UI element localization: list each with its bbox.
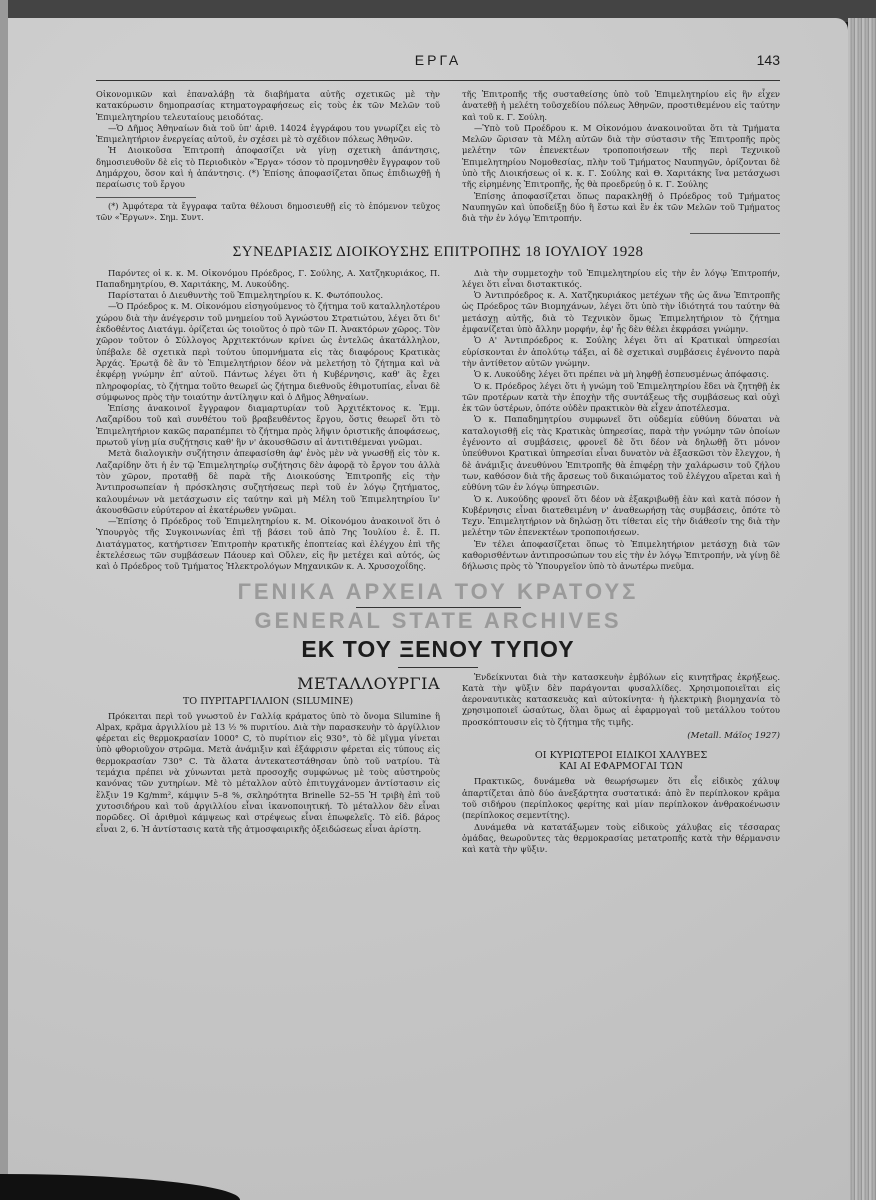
- footnote: [96, 201, 440, 223]
- page-header: [96, 52, 780, 74]
- article2-title-line2: ΚΑΙ ΑΙ ΕΦΑΡΜΟΓΑΙ ΤΩΝ: [559, 761, 683, 773]
- foreign-press-section: [96, 672, 780, 856]
- paragraph: —Ὁ Δῆμος Ἀθηναίων διὰ τοῦ ὑπ' ἀριθ. 14024 ἐγγράφου του γνωρίζει εἰς τὸ Ἐπιμελητήριον ἐνεργείας αὐτοῦ, ἐν σχέσει μὲ τὸ σχέδιον πόλεως Ἀθηνῶν.: [96, 122, 440, 145]
- paragraph: Πρακτικῶς, δυνάμεθα νὰ θεωρήσωμεν ὅτι εἷς εἰδικὸς χάλυψ ἀπαρτίζεται ἀπὸ δύο ἀνεξάρτητα συστατικά: ἀπὸ ἓν περίπλοκον κρᾶμα τοῦ σιδήρου (περίπλοκος φερίτης καὶ μίαν περίπλοκον ἀνθρακοένωσιν (περίπλοκος σεμεντίτης).: [462, 776, 780, 821]
- title-rule: [398, 667, 478, 668]
- paragraph: Ἐπίσης ἀνακοινοῖ ἔγγραφον διαμαρτυρίαν τοῦ Ἀρχιτέκτονος κ. Ἐμμ. Λαζαρίδου τοῦ καὶ συνθέτου τοῦ βραβευθέντος ἔργου, ὅστις θεωρεῖ ὅτι τὸ Ἐπιμελητήριον κακῶς παραπέμπει τὸ ζήτημα πρὸς λῆψιν ὁριστικῆς ἀποφάσεως, πρωτοῦ γίνῃ μία συζήτησις καθ' ἣν ν' ἀκουσθῶσιν αἱ ἀντιτιθέμεναι γνῶμαι.: [96, 403, 440, 448]
- header-rule: [96, 80, 780, 81]
- archive-watermark-greek: ΓΕΝΙΚΑ ΑΡΧΕΙΑ ΤΟΥ ΚΡΑΤΟΥΣ: [237, 578, 639, 604]
- paragraph: —Ὁ Πρόεδρος κ. Μ. Οἰκονόμου εἰσηγούμενος τὸ ζήτημα τοῦ καταλληλοτέρου χώρου διὰ τὴν ἀνέγερσιν τοῦ μνημείου τοῦ Ἀγνώστου Στρατιώτου, λέγει ὅτι δι' ἐκδοθέντος Διατάγμ. ὁρίζεται ὡς τοιοῦτος ὁ πρὸ τῶν Π. Ἀνακτόρων χῶρος. Τὸν χῶρον τοῦτον ὁ Σύλλογος Ἀρχιτεκτόνων κρίνει ὡς ἐντελῶς ἀκατάλληλον, ὑπέβαλε δὲ σχετικὰ περὶ τούτου ὑπομνήματα εἰς τὰς διαφόρους Κρατικὰς Ἀρχάς. Ἐρωτᾷ δὲ ἂν τὸ Ἐπιμελητήριον δέον νὰ μελετήσῃ τὸ ζήτημα καὶ νὰ ἐκφέρῃ γνώμην ἐπ' αὐτοῦ. Πάντως λέγει ὅτι ἡ Κυβέρνησις, καθ' ἃς ἔχει πληροφορίας, τὸ ζήτημα τοῦτο θεωρεῖ ὡς ζήτημα διεθνοῦς ἐθιμοτυπίας, εἶναι δὲ σύμφωνος πρὸς τὴν τοιαύτην ἀντίληψιν καὶ ὁ Δῆμος Ἀθηναίων.: [96, 301, 440, 402]
- paragraph: Ἐνδείκνυται διὰ τὴν κατασκευὴν ἐμβόλων εἰς κινητῆρας ἐκρήξεως. Κατὰ τὴν ψῦξιν δὲν παράγονται φυσαλλίδες. Χρησιμοποιεῖται εἰς ἀεροναυτικὰς κατασκευὰς καὶ αὐτοκίνητα· ἡ ἠλεκτρικὴ βιομηχανία τὸ χρησιμοποιεῖ ὡσαύτως, ὅλαι ὅμως αἱ ἐφαρμογαὶ τοῦ μετάλλου τούτου προσκόπτουσιν εἰς τὸ ζήτημα τῆς τιμῆς.: [462, 671, 780, 727]
- paragraph: —Ἐπίσης ὁ Πρόεδρος τοῦ Ἐπιμελητηρίου κ. Μ. Οἰκονόμου ἀνακοινοῖ ὅτι ὁ Ὑπουργὸς τῆς Συγκοινωνίας ἐπὶ τῇ βάσει τοῦ ἀπὸ 7ης Ἰουλίου ἐ. ἔ. Π. Διατάγματος, κατήρτισεν Ἐπιτροπὴν κρατικῆς ἐποπτείας καὶ ἐλέγχου ἐπὶ τῆς ἐκτελέσεως τῶν συμβάσεων Πάουερ καὶ Οὔλεν, εἰς ἣν μετέχει καὶ αὐτός, ὡς καὶ ὁ Πρόεδρος τοῦ Τμήματος Ἠλεκτρολόγων Μηχανικῶν κ. Α. Χρυσοχοΐδης.: [96, 516, 440, 572]
- page-content: [96, 52, 780, 855]
- footnote-text: (*) Ἀμφότερα τὰ ἔγγραφα ταῦτα θέλουσι δημοσιευθῇ εἰς τὸ ἑπόμενον τεῦχος τῶν «Ἔργων». Σημ. Συντ.: [96, 200, 440, 222]
- paragraph: Ἡ Διοικοῦσα Ἐπιτροπὴ ἀποφασίζει νὰ γίνῃ σχετικὴ ἀπάντησις, δημοσιευθοῦν δὲ εἰς τὸ Περιοδικὸν «Ἔργα» τόσον τὸ προμνησθὲν ἔγγραφον τοῦ Δημάρχου, ὅσον καὶ ἡ ἀπάντησις. (*) Ἐπίσης ἀποφασίζεται ὅπως ἐπιδιωχθῇ ἡ περαίωσις τοῦ ἔργου: [96, 145, 440, 190]
- archive-watermark-english: GENERAL STATE ARCHIVES: [254, 607, 622, 633]
- article1-right-column: [462, 672, 780, 743]
- paragraph: Ὁ Α' Ἀντιπρόεδρος κ. Σούλης λέγει ὅτι αἱ Κρατικαὶ ὑπηρεσίαι εὑρίσκονται ἐν ἀπολύτῳ τάξει, αἱ δὲ σχετικαὶ συμβάσεις ἐγένοντο παρὰ τὴν ἀντίθετον αὐτῶν γνώμην.: [462, 335, 780, 368]
- running-title: ΕΡΓΑ: [414, 52, 462, 68]
- footnote-rule: [96, 197, 196, 198]
- top-right-block: [462, 89, 780, 234]
- paragraph: Ὁ κ. Λυκούδης φρονεῖ ὅτι δέον νὰ ἐξακριβωθῇ ἐὰν καὶ κατὰ πόσον ἡ Κυβέρνησις εἶναι διατεθειμένη ν' ἀναθεωρήσῃ τὰς συμβάσεις, ὁπότε τὸ Τεχν. Ἐπιμελητήριον νὰ δηλώσῃ ὅτι τίθεται εἰς τὴν διάθεσίν της διὰ τὴν μελέτην τῶν ἐπενεκτέων τροποποιήσεων.: [462, 493, 780, 538]
- article1-left-block: [96, 672, 440, 835]
- paragraph: Ὁ κ. Παπαδημητρίου συμφωνεῖ ὅτι οὐδεμία εὐθύνη δύναται νὰ καταλογισθῇ εἰς τὰς Κρατικὰς ὑπηρεσίας, παρὰ τὴν γνώμην τῶν ὁποίων ἐγένοντο αἱ συμβάσεις, φρονεῖ δὲ ὅτι δέον νὰ δηλωθῇ ὅτι μόνον ὑπεύθυνοι Κρατικαὶ ὑπηρεσίαι εἶναι δυνατὸν νὰ ἐξασκῶσι τὸν ἔλεγχον, ἡ δὲ ἀνάμιξις ἀνευθύνου Ἐπιτροπῆς θὰ ἐπιφέρῃ τὴν χαλάρωσιν τοῦ ζήλου των, καθόσον διὰ τῆς ἄρσεως τοῦ δικαιώματος τοῦ ἐλέγχου αἴρεται καὶ ἡ εὐθύνη τῶν ἐν λόγῳ ὑπηρεσιῶν.: [462, 414, 780, 493]
- top-section: [96, 89, 780, 234]
- paragraph: Διὰ τὴν συμμετοχὴν τοῦ Ἐπιμελητηρίου εἰς τὴν ἐν λόγῳ Ἐπιτροπήν, λέγει ὅτι εἶναι διστακτικός.: [462, 267, 780, 289]
- category-title: ΜΕΤΑΛΛΟΥΡΓΙΑ: [297, 673, 440, 693]
- foreign-press-title: ΕΚ ΤΟΥ ΞΕΝΟΥ ΤΥΠΟΥ: [301, 635, 575, 662]
- section-end-rule: [690, 233, 780, 234]
- article2-title-line1: ΟΙ ΚΥΡΙΩΤΕΡΟΙ ΕΙΔΙΚΟΙ ΧΑΛΥΒΕΣ: [534, 750, 708, 762]
- meeting-section: [96, 268, 780, 573]
- paragraph: Ὁ κ. Λυκούδης λέγει ὅτι πρέπει νὰ μὴ ληφθῇ ἐσπευσμένως ἀπόφασις.: [474, 369, 769, 380]
- article2-column: [462, 776, 780, 855]
- meeting-title: ΣΥΝΕΔΡΙΑΣΙΣ ΔΙΟΙΚΟΥΣΗΣ ΕΠΙΤΡΟΠΗΣ 18 ΙΟΥΛΙΟΥ 1928: [232, 243, 644, 260]
- article-title: ΤΟ ΠΥΡΙΤΑΡΓΙΛΛΙΟΝ (SILUMINE): [182, 695, 354, 707]
- paragraph: Πρόκειται περὶ τοῦ γνωστοῦ ἐν Γαλλίᾳ κράματος ὑπὸ τὸ ὄνομα Silumine ἢ Alpax, κρᾶμα ἀργιλλίου μὲ 13 ½ % πυριτίου. Διὰ τὴν παρασκευὴν τὸ ἀργίλλιον φέρεται εἰς θερμοκρασίαν 1000° C, τὸ πυρίτιον εἰς 930°, τὸ δὲ μῖγμα γίνεται ὑπὸ φθοριοῦχον στρῶμα. Μετὰ ἀνάμιξιν καὶ ἐξάφρισιν φέρεται εἰς τύπους εἰς θερμοκρασίαν 730° C. Τὰ ἅλατα ἀντεκατεστάθησαν ὑπὸ τοῦ νατρίου. Τὰ τεμάχια πρέπει νὰ χύνωνται μετὰ προσοχῆς συμφώνως μὲ τοὺς αὐστηροὺς κανόνας τῶν χυτηρίων. Μὲ τὸ μέταλλον αὐτὸ ἐπιτυγχάνομεν ἀντίστασιν εἰς ἕλξιν 19 Kg/mm², κάμψιν 5–8 %, σκληρότητα Brinelle 52–55 Ἡ τριβὴ ἐπὶ τοῦ χυτοσιδήρου καὶ τοῦ ἀργιλλίου εἶναι ἱκανοποιητική. Τὸ μέταλλον δὲν εἶναι πορῶδες. Οἱ ἀριθμοὶ κάμψεως καὶ στρέψεως εἶναι ἐπωφελεῖς. Τὸ εἰδ. βάρος εἶναι 2, 6. Ἡ ἀντίστασις κατὰ τῆς ἀτμοσφαιρικῆς ὀξειδώσεως εἶναι ἀρίστη.: [96, 710, 440, 834]
- article1-left-column: [96, 711, 440, 835]
- page-left-edge: [0, 0, 8, 1200]
- meeting-left-column: [96, 268, 440, 573]
- paragraph: —Ὑπὸ τοῦ Προέδρου κ. Μ Οἰκονόμου ἀνακοινοῦται ὅτι τὰ Τμήματα Μελῶν ὥρισαν τὰ Μέλη αὐτῶν διὰ τὴν σύστασιν τῆς Ἐπιτροπῆς πρὸς μελέτην τῶν ἐπενεκτέων τροποποιήσεων τῆς περὶ Τεχνικοῦ Ἐπιμελητηρίου Νομοθεσίας, πλὴν τοῦ Τμήματος Ναυπηγῶν, ὁρίζονται δὲ ὑπὸ τῆς Διοικήσεως οἱ κ. κ. Γ. Σούλης καὶ Θ. Χαριτάκης ἵνα μετάσχωσι τῆς εἰρημένης Ἐπιτροπῆς, ἧς θὰ προεδρεύῃ ὁ κ. Γ. Σούλης: [462, 122, 780, 190]
- article1-right-block: [462, 672, 780, 856]
- paragraph: Ὁ Ἀντιπρόεδρος κ. Α. Χατζηκυριάκος μετέχων τῆς ὡς ἄνω Ἐπιτροπῆς ὡς Πρόεδρος τῶν Βιομηχάνων, λέγει ὅτι ὑπὸ τὴν ἰδιότητά του ταύτην θὰ μετάσχῃ αὐτῆς, διὰ τὸ Τεχνικὸν ὅμως Ἐπιμελητήριον τὸ ζήτημα ἐμφανίζεται ὑπὸ ἄλλην μορφήν, ἐφ' ἧς δὲν θέλει ἐκφράσει γνώμην.: [462, 290, 780, 335]
- top-left-block: [96, 89, 440, 223]
- top-right-column: [462, 89, 780, 225]
- paragraph: Ὁ κ. Πρόεδρος λέγει ὅτι ἡ γνώμη τοῦ Ἐπιμελητηρίου ἔδει νὰ ζητηθῇ ἐκ τῶν προτέρων κατὰ τὴν ἐποχὴν τῆς συντάξεως τῆς συμβάσεως καὶ οὐχὶ ἐκ τῶν ὑστέρων, ὁπότε οὐδὲν πρακτικὸν θὰ εἶχεν ἀποτέλεσμα.: [462, 380, 780, 414]
- paragraph: Δυνάμεθα νὰ κατατάξωμεν τοὺς εἰδικοὺς χάλυβας εἰς τέσσαρας ὁμάδας, θεωροῦντες τὰς θερμοκρασίας μετατροπῆς κατὰ τὴν θέρμανσιν καὶ κατὰ τὴν ψῦξιν.: [462, 821, 780, 855]
- paragraph: Παρίσταται ὁ Διευθυντὴς τοῦ Ἐπιμελητηρίου κ. Κ. Φωτόπουλος.: [108, 290, 384, 301]
- page-number: 143: [756, 52, 780, 68]
- paragraph: Μετὰ διαλογικὴν συζήτησιν ἀπεφασίσθη ἀφ' ἑνὸς μὲν νὰ γνωσθῇ εἰς τὸν κ. Λαζαρίδην ὅτι ἡ ἐν τῷ Ἐπιμελητηρίῳ συζήτησις δὲν ἀφορᾷ τὸ ἔργον του ἀλλὰ τὸν χῶρον, προταθῇ δὲ παρὰ τῆς Διοικούσης Ἐπιτροπῆς εἰς τὴν Ἀντιπροσωπείαν ἡ πρόσκλησις συζητήσεως περὶ τοῦ ἐν λόγῳ ζητήματος, καλουμένων νὰ μετάσχωσιν εἰς ταύτην καὶ μὴ Μέλη τοῦ Ἐπιμελητηρίου ἵν' ἀκουσθῶσιν εὐρύτερον αἱ ἑκατέρωθεν γνῶμαι.: [96, 448, 440, 515]
- meeting-right-column: [462, 268, 780, 573]
- paragraph: τῆς Ἐπιτροπῆς τῆς συσταθείσης ὑπὸ τοῦ Ἐπιμελητηρίου εἰς ἣν εἶχεν ἀνατεθῇ ἡ μελέτη τοῦσχεδίου πόλεως Ἀθηνῶν, προστιθεμένου εἰς ταύτην καὶ τοῦ κ. Γ. Σούλη.: [462, 89, 780, 122]
- paragraph: Ἐπίσης ἀποφασίζεται ὅπως παρακληθῇ ὁ Πρόεδρος τοῦ Τμήματος Ναυπηγῶν καὶ ὑποδείξῃ δύο ἢ ἔστω καὶ ἓν ἐκ τῶν Μελῶν τοῦ Τμήματος διὰ τὴν ἐν λόγῳ Ἐπιτροπήν.: [462, 190, 780, 224]
- paragraph: Οἰκονομικῶν καὶ ἐπαναλάβῃ τὰ διαβήματα αὐτῆς σχετικῶς μὲ τὴν κατακύρωσιν δημοπρασίας κτηματογραφήσεως εἰς τοὺς ἐκ τῶν Μελῶν τοῦ Ἐπιμελητηρίου τελευταίους μειοδότας.: [96, 89, 440, 122]
- page-stack-edge: [848, 18, 876, 1200]
- top-left-column: [96, 89, 440, 191]
- source-citation: (Metall. Μάϊος 1927): [687, 731, 780, 742]
- paragraph: Παρόντες οἱ κ. κ. Μ. Οἰκονόμου Πρόεδρος, Γ. Σούλης, Α. Χατζηκυριάκος, Π. Παπαδημητρίου, Θ. Χαριτάκης, Μ. Λυκούδης.: [96, 267, 440, 289]
- paragraph: Ἐν τέλει ἀποφασίζεται ὅπως τὸ Ἐπιμελητήριον μετάσχῃ διὰ τῶν καθορισθέντων ἀντιπροσώπων του εἰς τὴν ἐν λόγῳ Ἐπιτροπήν, νὰ γίνῃ δὲ δήλωσις πρὸς τὸ Ὑπουργεῖον ὑπὸ τὸ ἀνωτέρω πνεῦμα.: [462, 538, 780, 572]
